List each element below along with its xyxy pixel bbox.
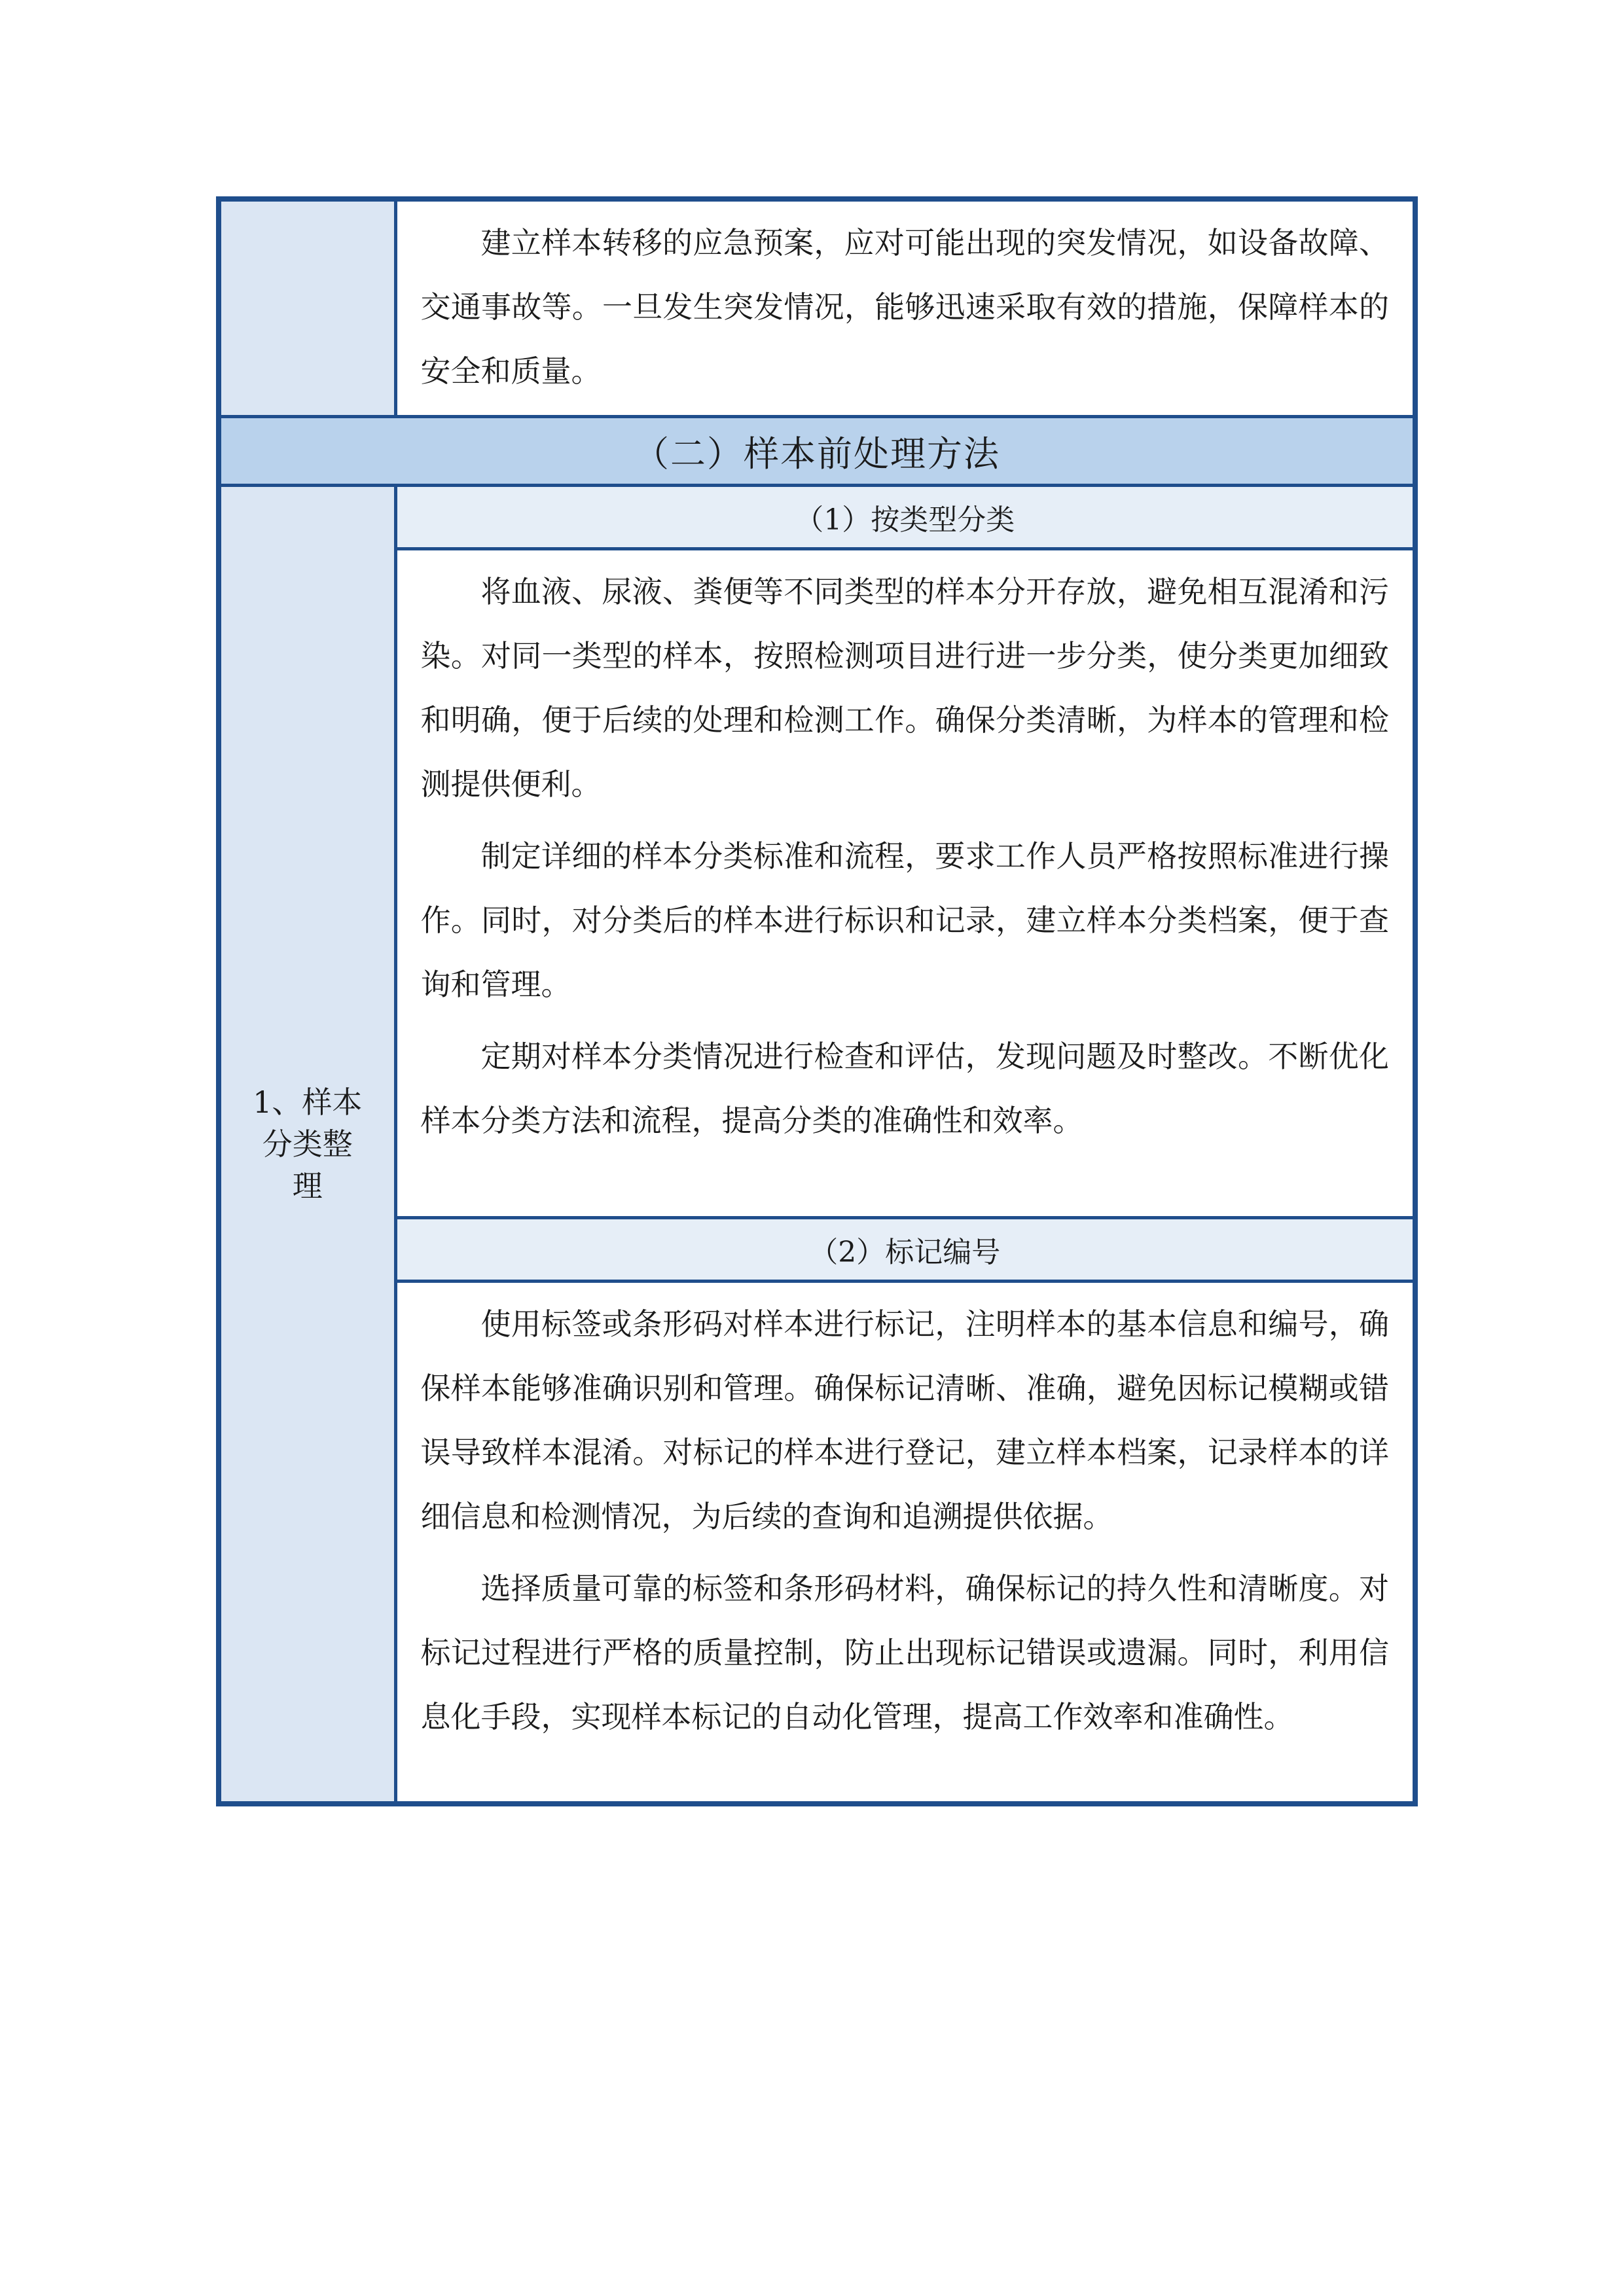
table-row-sub2-body [219,1282,1415,1804]
table-row-sub1-header [219,486,1415,549]
section1-label [219,486,395,1804]
sub1-paragraph-1: 将血液、尿液、粪便等不同类型的样本分开存放，避免相互混淆和污染。对同一类型的样本，按照检测项目进行进一步分类，使分类更加细致和明确，便于后续的处理和检测工作。确保分类清晰，为样本的管理和检测提供便利。 [420,574,1389,802]
table-row-sub1-body [219,549,1415,1218]
sub1-text-cell [395,549,1415,1218]
sub1-title: （1）按类型分类 [395,486,1415,549]
document-table [216,196,1418,1806]
left-cell-empty [219,199,395,417]
sub1-paragraph-3: 定期对样本分类情况进行检查和评估，发现问题及时整改。不断优化样本分类方法和流程，提高分类的准确性和效率。 [420,1039,1389,1138]
section1-label-line3: 理 [292,1168,323,1204]
sub2-paragraph-1: 使用标签或条形码对样本进行标记，注明样本的基本信息和编号，确保样本能够准确识别和管理。确保标记清晰、准确，避免因标记模糊或错误导致样本混淆。对标记的样本进行登记，建立样本档案，记录样本的详细信息和检测情况，为后续的查询和追溯提供依据。 [420,1306,1389,1535]
text-cell-top [395,199,1415,417]
section-title: （二）样本前处理方法 [219,417,1415,486]
sub2-paragraph-2: 选择质量可靠的标签和条形码材料，确保标记的持久性和清晰度。对标记过程进行严格的质量控制，防止出现标记错误或遗漏。同时，利用信息化手段，实现样本标记的自动化管理，提高工作效率和准确性。 [420,1571,1389,1735]
table-row-top [219,199,1415,417]
sub2-text-cell [395,1282,1415,1804]
table-row-sub2-header [219,1218,1415,1282]
section1-label-line1: 1、样本 [253,1085,363,1120]
sub1-paragraph-2: 制定详细的样本分类标准和流程，要求工作人员严格按照标准进行操作。同时，对分类后的样本进行标识和记录，建立样本分类档案，便于查询和管理。 [420,838,1389,1002]
sub2-title: （2）标记编号 [395,1218,1415,1282]
paragraph-emergency-plan: 建立样本转移的应急预案，应对可能出现的突发情况，如设备故障、交通事故等。一旦发生突发情况，能够迅速采取有效的措施，保障样本的安全和质量。 [420,225,1389,389]
section1-label-line2: 分类整 [262,1126,353,1162]
table-row-section-header [219,417,1415,486]
